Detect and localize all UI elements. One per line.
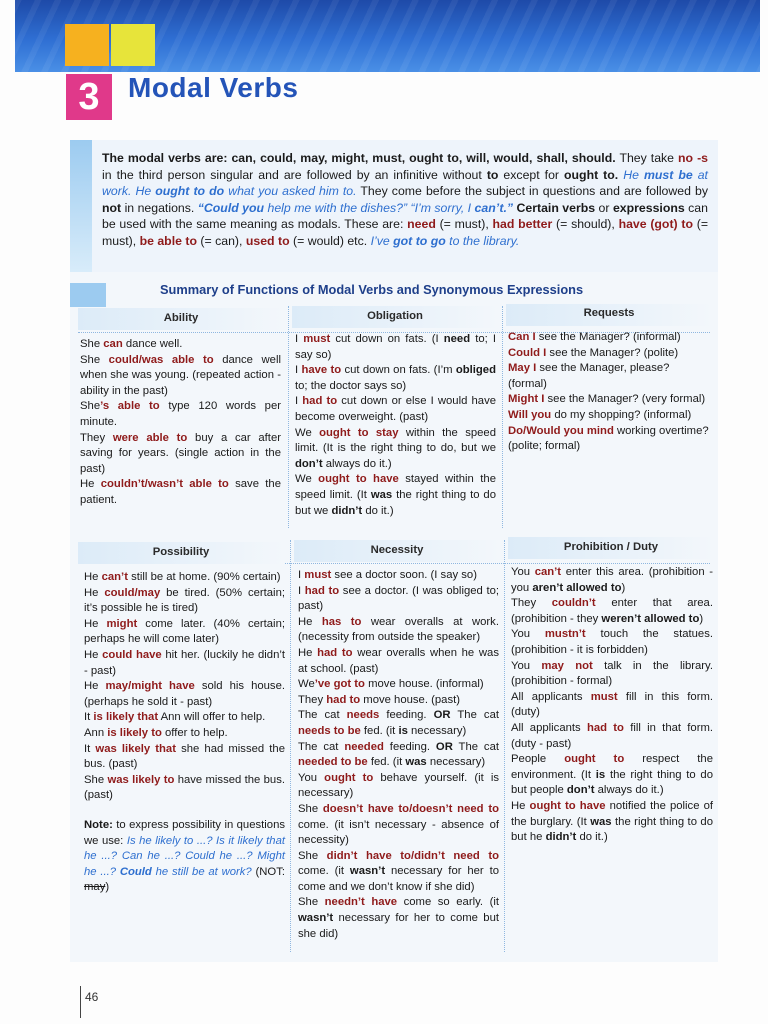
intro-seg: (= can),: [196, 233, 246, 248]
text: enter this area. (prohibition - you: [511, 566, 713, 594]
text: fill in this form. (duty): [511, 690, 714, 719]
text: necessary for her to come but she did): [298, 912, 499, 940]
text: feeding.: [383, 740, 436, 753]
modal-verb: doesn’t have to/doesn’t need to: [322, 802, 499, 815]
intro-seg: at work. He: [102, 167, 708, 198]
necessity-column: [298, 568, 499, 942]
intro-seg: “Could you: [197, 200, 265, 215]
text: to; I say so): [295, 333, 497, 361]
obligation-entry: [295, 426, 496, 473]
possibility-entry: [84, 648, 285, 679]
text: (NOT:: [251, 865, 285, 878]
text: stayed within the speed limit. (It: [295, 473, 496, 501]
text: You: [511, 628, 545, 641]
modal-verb: is likely that: [93, 711, 159, 724]
text: cut down or else I would have become overweight. (past): [295, 395, 496, 423]
intro-seg: not: [102, 200, 122, 215]
necessity-entry: [298, 895, 499, 942]
requests-entry: [508, 392, 710, 408]
text: was: [405, 756, 427, 769]
text: He: [84, 617, 107, 630]
text: ): [105, 881, 110, 894]
modal-verb: had to: [304, 584, 340, 597]
obligation-column: [295, 332, 496, 519]
text: fill in that form. (duty - past): [511, 721, 714, 750]
text: do it.): [362, 504, 394, 517]
modal-verb: Can I: [508, 331, 536, 343]
necessity-entry: [298, 849, 499, 896]
text: We: [298, 678, 315, 691]
modal-verb: needed: [344, 740, 384, 753]
text: He: [298, 646, 318, 659]
modal-verb: needn’t have: [324, 896, 398, 909]
modal-verb: Do/Would you mind: [508, 424, 614, 437]
text: She: [298, 802, 323, 815]
possibility-entry: [84, 570, 285, 586]
text: People: [511, 753, 565, 766]
obligation-entry: [295, 394, 496, 425]
intro-seg: in the third person singular and are followed by an infinitive without: [102, 167, 487, 182]
prohibition-column: [511, 565, 713, 846]
text: didn’t: [331, 504, 363, 517]
text: is: [398, 724, 408, 737]
text: He: [84, 648, 103, 661]
modal-verb: could/was able to: [108, 353, 214, 366]
intro-seg: ought to do: [155, 184, 225, 198]
possibility-column: [84, 570, 285, 896]
text: ): [621, 581, 626, 594]
text: We: [295, 473, 319, 486]
text: necessary): [426, 756, 486, 769]
necessity-entry: [298, 677, 499, 693]
intro-seg: have (got) to: [618, 217, 693, 231]
header-ability: Ability: [163, 312, 199, 324]
modal-verb: was likely to: [107, 773, 175, 786]
text: wasn’t: [349, 865, 386, 878]
text: the right thing to do but people: [511, 768, 714, 797]
text: do it.): [576, 831, 608, 844]
text: dance well.: [122, 338, 183, 350]
necessity-entry: [298, 568, 499, 584]
ability-entry: [80, 337, 281, 353]
ability-column: [80, 337, 281, 509]
text: always do it.): [322, 457, 392, 470]
modal-verb: must: [303, 333, 331, 345]
text: to express possibility in questions we use:: [84, 818, 285, 847]
text: come. (it isn’t necessary - absence of necessity): [298, 818, 499, 847]
text: They: [80, 431, 113, 444]
modal-verb: can’t: [534, 566, 562, 578]
text: save the patient.: [80, 478, 281, 506]
intro-seg: no -s: [678, 151, 709, 165]
necessity-entry: [298, 584, 499, 615]
header-prohibition: Prohibition / Duty: [563, 541, 659, 553]
text: The cat: [298, 740, 345, 753]
possibility-entry: [84, 742, 285, 773]
text: dance well when she was young. (repeated action - ability in the past): [80, 353, 281, 397]
text: OR: [433, 709, 451, 722]
intro-seg: to: [486, 167, 499, 182]
text: cut down on fats. (I: [330, 333, 444, 345]
text: He: [511, 799, 530, 812]
text: She: [80, 353, 109, 366]
text: The cat: [452, 740, 499, 753]
intro-seg: I’ve: [370, 233, 394, 248]
text: aren’t allowed to: [532, 581, 622, 594]
modal-verb: mustn’t: [544, 628, 586, 641]
modal-verb: is likely to: [107, 726, 162, 739]
text: was: [370, 488, 393, 501]
requests-entry: [508, 346, 710, 362]
text: I: [295, 364, 302, 377]
modal-verb: was likely that: [95, 742, 176, 755]
intro-seg: to the library.: [445, 233, 520, 248]
text: see the Manager? (informal): [535, 331, 681, 343]
text: He: [298, 615, 322, 628]
note-label: Note:: [84, 818, 113, 831]
text: wear overalls when he was at school. (past): [298, 646, 499, 675]
text: see the Manager? (very formal): [544, 393, 706, 406]
text: see a doctor. (I was obliged to; past): [298, 584, 499, 613]
text: They: [298, 693, 327, 706]
modal-verb: May I: [508, 362, 537, 375]
modal-verb: must: [590, 690, 618, 703]
intro-seg: need: [407, 217, 436, 231]
text: She: [80, 400, 101, 413]
text: move house. (informal): [364, 678, 484, 691]
prohibition-entry: [511, 565, 713, 596]
text: feeding.: [379, 709, 434, 722]
text: obliged: [455, 364, 496, 377]
prohibition-entry: [511, 752, 713, 799]
text: the right thing to do but he: [511, 815, 713, 844]
modal-verb: can’t: [101, 571, 128, 583]
intro-seg: ought to.: [564, 167, 619, 182]
intro-line: The modal verbs are: can, could, may, might, must, ought to, will, would, shall, should.: [102, 151, 616, 165]
text: fed. (it: [360, 724, 399, 737]
text: She: [298, 849, 327, 862]
modal-verb: could/may: [104, 586, 161, 599]
modal-verb: had to: [317, 646, 353, 659]
text: OR: [435, 740, 453, 753]
text: necessary): [407, 724, 467, 737]
text: still be at home. (90% certain): [127, 571, 281, 583]
decor-square-yellow: [111, 24, 155, 66]
intro-seg: must be: [643, 167, 693, 182]
text: wear overalls at work. (necessity from outside the speaker): [298, 615, 499, 644]
text: come so early. (it: [397, 896, 499, 909]
modal-verb: must: [304, 569, 332, 581]
modal-verb: could have: [102, 648, 162, 661]
text: She: [80, 338, 104, 350]
text: within the speed limit. (It is the right thing to do, but we: [295, 426, 496, 455]
intro-seg: (= must),: [102, 217, 709, 248]
obligation-entry: [295, 363, 496, 394]
modal-verb: have to: [301, 364, 342, 377]
text: She: [298, 896, 325, 909]
example: Is he likely to ...? Is it likely that he ...? Can he ...? Could he ...? Might he ...?: [84, 834, 285, 878]
intro-seg: in negations.: [121, 200, 198, 215]
modal-verb: had to: [326, 693, 361, 706]
intro-seg: got to go: [393, 233, 446, 248]
intro-seg: except for: [498, 167, 565, 182]
requests-entry: [508, 424, 710, 455]
intro-seg: He: [618, 167, 639, 182]
text: She: [84, 773, 108, 786]
intro-seg: help me with the dishes?” “I’m sorry, I: [264, 200, 475, 215]
page-title: Modal Verbs: [128, 72, 299, 103]
requests-column: [508, 330, 710, 455]
intro-seg: Certain verbs: [513, 200, 596, 215]
modal-verb: had to: [586, 721, 624, 734]
ability-entry: [80, 353, 281, 400]
text: I: [295, 333, 304, 345]
modal-verb: might: [106, 617, 138, 630]
text: to; the doctor says so): [295, 379, 407, 392]
chapter-number: 3: [66, 74, 112, 120]
possibility-entry: [84, 617, 285, 648]
intro-seg: what you asked him to.: [224, 184, 357, 198]
intro-seg: had better: [492, 217, 553, 231]
text: always do it.): [594, 784, 664, 797]
text: They: [511, 597, 552, 610]
text: don’t: [566, 784, 595, 797]
modal-verb: ought to: [324, 771, 374, 784]
intro-seg: expressions: [612, 200, 685, 215]
text: You: [511, 566, 535, 578]
example: Could: [119, 865, 152, 878]
modal-verb: didn’t have to/didn’t need to: [326, 849, 499, 862]
requests-entry: [508, 330, 710, 346]
intro-text: [102, 150, 708, 249]
text: It: [84, 742, 96, 755]
text: All applicants: [511, 721, 587, 734]
modal-verb: couldn’t: [551, 597, 596, 610]
modal-verb: ’ve got to: [314, 678, 365, 691]
modal-verb: needed to be: [298, 756, 368, 769]
text: The cat: [450, 709, 499, 722]
modal-verb: Might I: [508, 393, 545, 406]
prohibition-entry: [511, 596, 713, 627]
column-divider: [504, 540, 505, 952]
text: notified the police of the burglary. (It: [511, 799, 713, 828]
requests-entry: [508, 408, 710, 424]
text: buy a car after saving for years. (single action in the past): [80, 431, 281, 475]
ability-entry: [80, 399, 281, 430]
prohibition-entry: [511, 721, 713, 752]
text: was: [590, 815, 612, 828]
column-divider: [290, 540, 291, 952]
possibility-entry: [84, 773, 285, 804]
modal-verb: ought to have: [529, 799, 606, 812]
text: type 120 words per minute.: [80, 400, 282, 428]
text: It: [84, 711, 94, 724]
intro-strip: [70, 140, 92, 272]
modal-verb: ought to: [564, 753, 625, 766]
column-divider: [288, 306, 289, 528]
page-number-bar: [80, 986, 81, 1018]
text: is: [595, 768, 606, 781]
text: hit her. (luckily he didn’t - past): [84, 648, 285, 677]
text: Ann: [84, 726, 108, 739]
text: she had missed the bus. (past): [84, 742, 285, 771]
text: He: [84, 586, 105, 599]
text: need: [443, 333, 471, 345]
text: respect the environment. (It: [511, 753, 713, 781]
necessity-entry: [298, 693, 499, 709]
possibility-entry: [84, 710, 285, 726]
text: talk in the library. (prohibition - formal): [511, 659, 714, 688]
modal-verb: had to: [302, 395, 338, 408]
prohibition-entry: [511, 627, 713, 658]
modal-verb: ought to stay: [319, 426, 399, 439]
text: weren’t allowed to: [601, 612, 700, 625]
prohibition-entry: [511, 799, 713, 846]
header-necessity: Necessity: [370, 544, 424, 556]
intro-seg: (= would) etc.: [289, 233, 371, 248]
text: He: [84, 680, 106, 693]
summary-title: Summary of Functions of Modal Verbs and Synonymous Expressions: [160, 282, 584, 297]
page-number: 46: [85, 990, 99, 1004]
modal-verb: ’s able to: [100, 400, 160, 413]
intro-seg: followed by: [645, 184, 708, 198]
prohibition-entry: [511, 690, 713, 721]
possibility-entry: [84, 679, 285, 710]
possibility-entry: [84, 586, 285, 617]
text: the right thing to do but we: [295, 488, 496, 517]
modal-verb: needs to be: [298, 724, 361, 737]
text: I: [295, 395, 303, 408]
intro-seg: They come before the subject in questions and are: [356, 184, 642, 198]
prohibition-entry: [511, 659, 713, 690]
modal-verb: couldn’t/wasn’t able to: [100, 478, 229, 491]
text: come. (it: [298, 865, 350, 878]
text: He: [84, 571, 102, 583]
text: sold his house. (perhaps he sold it - past): [84, 680, 285, 708]
text: Ann will offer to help.: [158, 711, 266, 724]
text: enter that area. (prohibition - they: [511, 597, 713, 625]
modal-verb: may/might have: [105, 680, 195, 693]
modal-verb: Could I: [508, 346, 547, 359]
text: You: [298, 771, 325, 784]
necessity-entry: [298, 802, 499, 849]
modal-verb: may not: [541, 659, 593, 672]
text: working overtime? (polite; formal): [508, 424, 709, 453]
column-divider: [502, 306, 503, 528]
text: be tired. (50% certain; it’s possible he is tired): [84, 586, 285, 615]
decor-square-orange: [65, 24, 109, 66]
text: come later. (40% certain; perhaps he will come later): [84, 617, 285, 646]
text: ): [699, 612, 704, 625]
text: behave yourself. (it is necessary): [298, 771, 499, 800]
necessity-entry: [298, 740, 499, 771]
possibility-note: [84, 818, 285, 896]
header-obligation: Obligation: [367, 310, 423, 322]
ability-entry: [80, 431, 281, 478]
intro-seg: can’t.”: [474, 200, 514, 215]
modal-verb: has to: [321, 615, 362, 628]
necessity-entry: [298, 615, 499, 646]
text: touch the statues. (prohibition - it is forbidden): [511, 628, 713, 656]
text: may: [84, 881, 106, 894]
intro-seg: They take: [619, 151, 679, 165]
intro-seg: should),: [571, 217, 619, 231]
intro-seg: can be used with the same meaning as modals. These are:: [102, 200, 708, 231]
text: move house. (past): [360, 693, 460, 706]
text: offer to help.: [161, 726, 228, 739]
intro-seg: (=: [552, 217, 568, 231]
text: wasn’t: [298, 912, 334, 925]
example: he still be at work?: [151, 865, 252, 878]
intro-seg: be able to: [139, 233, 197, 248]
text: You: [511, 659, 542, 672]
modal-verb: Will you: [508, 408, 552, 421]
requests-entry: [508, 361, 710, 392]
obligation-entry: [295, 472, 496, 519]
text: have missed the bus. (past): [84, 773, 285, 802]
text: see a doctor soon. (I say so): [331, 569, 477, 581]
header-requests: Requests: [583, 307, 635, 319]
modal-verb: were able to: [112, 431, 188, 444]
necessity-entry: [298, 771, 499, 802]
text: fed. (it: [367, 756, 406, 769]
text: We: [295, 426, 320, 439]
summary-strip: [70, 283, 106, 307]
text: don’t: [295, 457, 323, 470]
header-possibility: Possibility: [152, 546, 210, 558]
text: The cat: [298, 709, 347, 722]
text: see the Manager, please? (formal): [508, 362, 670, 390]
modal-verb: can: [103, 338, 123, 350]
modal-verb: needs: [346, 709, 380, 722]
obligation-entry: [295, 332, 496, 363]
intro-seg: or: [595, 200, 610, 215]
text: All applicants: [511, 690, 591, 703]
intro-seg: used to: [245, 233, 290, 248]
text: I: [298, 584, 305, 597]
necessity-entry: [298, 708, 499, 739]
text: didn’t: [545, 831, 577, 844]
ability-entry: [80, 477, 281, 508]
text: I: [298, 569, 305, 581]
modal-verb: ought to have: [318, 473, 399, 486]
text: see the Manager? (polite): [546, 346, 679, 359]
possibility-entry: [84, 726, 285, 742]
text: He: [80, 478, 101, 491]
text: necessary for her to come and we don’t know if she did): [298, 865, 499, 893]
text: cut down on fats. (I’m: [341, 364, 456, 377]
text: do my shopping? (informal): [551, 408, 692, 421]
intro-seg: (= must),: [435, 217, 493, 231]
necessity-entry: [298, 646, 499, 677]
